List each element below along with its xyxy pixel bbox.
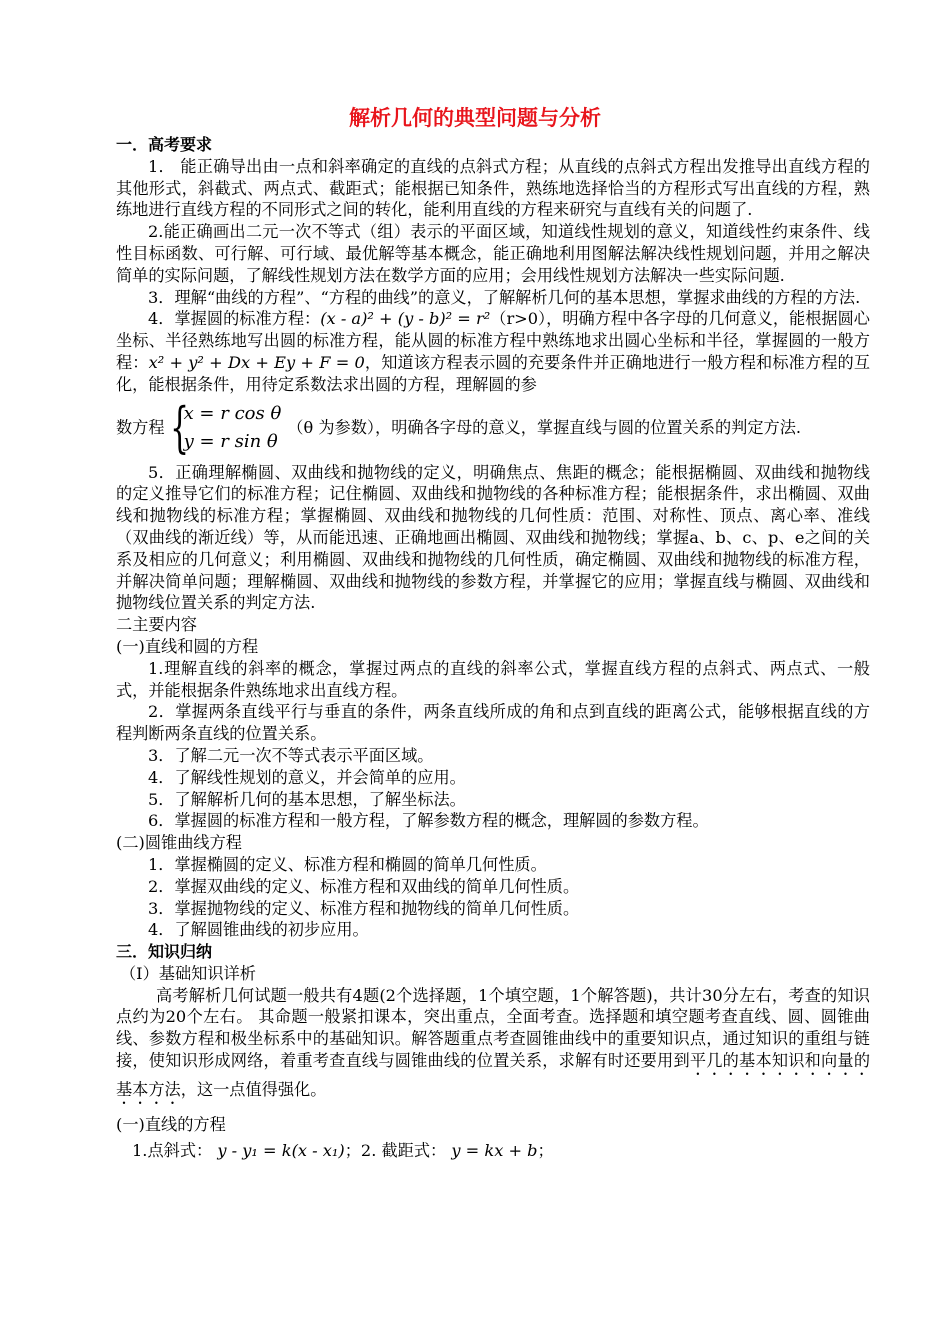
overview-text-b: ，这一点值得强化。 (180, 1080, 327, 1100)
p4-condition: （r>0） (490, 309, 547, 329)
list-item: 4．了解圆锥曲线的初步应用。 (148, 920, 369, 940)
page-title: 解析几何的典型问题与分析 (349, 106, 601, 130)
point-slope-formula: y - y₁ = k(x - x₁) (217, 1140, 345, 1160)
formula-line (116, 1140, 870, 1162)
paragraph-5: 5．正确理解椭圆、双曲线和抛物线的定义，明确焦点、焦距的概念；能根据椭圆、双曲线和抛物线的定义推导它们的标准方程；记住椭圆、双曲线和抛物线的各种标准方程；能根据条件，求出椭圆、双曲线和抛物线的标准方程；掌握椭圆、双曲线和抛物线的几何性质：范围、对称性、顶点、离心率、准线（双曲线的渐近线）等，从而能迅速、正确地画出椭圆、双曲线和抛物线；掌握a、b、c、p、e之间的关系及相应的几何意义；利用椭圆、双曲线和抛物线的几何性质，确定椭圆、双曲线和抛物线的标准方程，并解决简单问题；理解椭圆、双曲线和抛物线的参数方程，并掌握它的应用；掌握直线与椭圆、双曲线和抛物线位置关系的判定方法. (116, 462, 870, 613)
list-item: 6．掌握圆的标准方程和一般方程，了解参数方程的概念，理解圆的参数方程。 (148, 811, 709, 831)
list-item: 5．了解解析几何的基本思想，了解坐标法。 (148, 789, 466, 809)
list-item: 3．了解二元一次不等式表示平面区域。 (148, 745, 434, 765)
section-heading-1: 一．高考要求 (116, 135, 213, 154)
p4-text-e: （θ 为参数），明确各字母的意义，掌握直线与圆的位置关系的判定方法. (287, 417, 802, 437)
list-item: 1．掌握椭圆的定义、标准方程和椭圆的简单几何性质。 (148, 854, 547, 874)
subsection-basics: （Ⅰ）基础知识详析 (120, 963, 256, 983)
p4-text-c: ，知道该方程表示圆的充要条件并正确地进行一般方程和标准方程的互化，能根据条件，用待定系数法求出圆的方程，理解圆的参 (116, 352, 871, 394)
p4-text-b: ，明确方程中各字母的几何意义，能根据圆心坐标、半径熟练地写出圆的标准方程，能从圆的标准方程中熟练地求出圆心坐标和半径，掌握圆的一般方程： (116, 309, 870, 372)
paragraph-3: 3．理解“曲线的方程”、“方程的曲线”的意义，了解解析几何的基本思想，掌握求曲线的方程的方法. (148, 287, 861, 307)
p4-text-a: 4．掌握圆的标准方程： (148, 309, 321, 329)
subsection-line-equation: (一)直线的方程 (116, 1115, 226, 1135)
subsection-line-circle: (一)直线和圆的方程 (116, 636, 259, 656)
paragraph-4 (116, 308, 870, 395)
list-item: 3．掌握抛物线的定义、标准方程和抛物线的简单几何性质。 (148, 898, 580, 918)
emphasized-text: 平几的基本知识和向量的基本方法 (116, 1051, 871, 1100)
list-item: 1.理解直线的斜率的概念，掌握过两点的直线的斜率公式，掌握直线方程的点斜式、两点式、一般式，并能根据条件熟练地求出直线方程。 (116, 658, 870, 700)
parametric-equation-row (116, 395, 870, 459)
formula-separator: ；2. 截距式： (344, 1140, 447, 1160)
parametric-x: x = r cos θ (183, 402, 282, 424)
parametric-equations (184, 402, 282, 454)
paragraph-1: 1． 能正确导出由一点和斜率确定的直线的点斜式方程；从直线的点斜式方程出发推导出直线方程的其他形式，斜截式、两点式、截距式；能根据已知条件，熟练地选择恰当的方程形式写出直线的方程，熟练地进行直线方程的不同形式之间的转化，能利用直线的方程来研究与直线有关的问题了. (116, 156, 870, 220)
document-body (116, 134, 870, 1162)
parametric-y: y = r sin θ (183, 430, 278, 452)
circle-general-equation: x² + y² + Dx + Ey + F = 0 (148, 352, 365, 372)
paragraph-exam-overview (116, 985, 870, 1108)
list-item: 2．掌握两条直线平行与垂直的条件，两条直线所成的角和点到直线的距离公式，能够根据直线的方程判断两条直线的位置关系。 (116, 702, 870, 744)
slope-intercept-formula: y = kx + b (451, 1140, 538, 1160)
formula-label-1: 1.点斜式： (132, 1140, 213, 1160)
formula-end: ； (537, 1140, 554, 1160)
circle-standard-equation: (x - a)² + (y - b)² = r² (320, 309, 491, 329)
subsection-conic: (二)圆锥曲线方程 (116, 833, 242, 853)
paragraph-2: 2.能正确画出二元一次不等式（组）表示的平面区域，知道线性规划的意义，知道线性约束条件、线性目标函数、可行解、可行域、最优解等基本概念，能正确地利用图解法解决线性规划问题，并用之解决简单的实际问题，了解线性规划方法在数学方面的应用；会用线性规划方法解决一些实际问题. (116, 222, 870, 285)
section-heading-3: 三．知识归纳 (116, 942, 213, 962)
list-item: 4．了解线性规划的意义，并会简单的应用。 (148, 767, 466, 787)
overview-text-a: 高考解析几何试题一般共有4题(2个选择题，1个填空题，1个解答题)，共计30分左右，考查的知识点约为20个左右。 其命题一般紧扣课本，突出重点，全面考查。选择题和填空题考查直线、圆、圆锥曲线、参数方程和极坐标系中的基础知识。解答题重点考查圆锥曲线中的重要知识点，通过知识的重组与链接，使知识形成网络，着重考查直线与圆锥曲线的位置关系，求解有时还要用到 (116, 985, 870, 1071)
left-brace-icon: { (169, 395, 189, 459)
p4-text-d: 数方程 (116, 417, 165, 437)
list-item: 2．掌握双曲线的定义、标准方程和双曲线的简单几何性质。 (148, 876, 580, 896)
section-heading-2: 二主要内容 (116, 615, 197, 635)
